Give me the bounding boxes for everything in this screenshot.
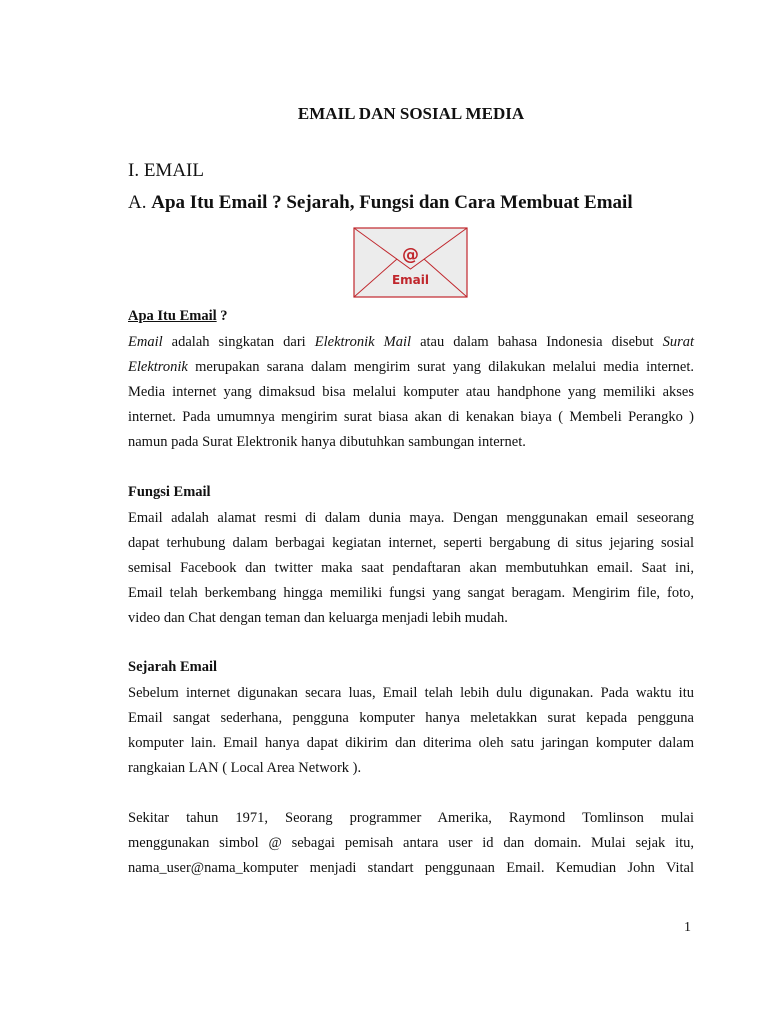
paragraph-line: Email adalah alamat resmi di dalam dunia maya. Dengan menggunakan email seseorang xyxy=(128,510,694,526)
paragraph-line: Sebelum internet digunakan secara luas, Email telah lebih dulu digunakan. Pada waktu itu xyxy=(128,685,694,701)
apa-itu-paragraph xyxy=(128,330,694,455)
apa-itu-heading-text: Apa Itu Email xyxy=(128,308,217,324)
sejarah-paragraph xyxy=(128,681,694,781)
subsection-title: Apa Itu Email ? Sejarah, Fungsi dan Cara Membuat Email xyxy=(151,192,633,213)
apa-itu-heading-suffix: ? xyxy=(216,308,228,324)
paragraph-line: namun pada Surat Elektronik hanya dibutuhkan sambungan internet. xyxy=(128,434,526,450)
paragraph-line: dapat terhubung dalam berbagai kegiatan internet, seperti bergabung di situs jejaring sosial xyxy=(128,535,694,551)
paragraph-line: semisal Facebook dan twitter maka saat pendaftaran akan membutuhkan email. Saat ini, xyxy=(128,560,694,576)
document-title: EMAIL DAN SOSIAL MEDIA xyxy=(297,104,525,123)
paragraph-line: Media internet yang dimaksud bisa melalui komputer atau handphone yang memiliki akses xyxy=(128,384,694,400)
italic-term: Surat xyxy=(662,334,694,350)
paragraph-line xyxy=(128,330,694,355)
italic-term: Email xyxy=(128,334,163,350)
paragraph-line: rangkaian LAN ( Local Area Network ). xyxy=(128,760,362,776)
paragraph-line: komputer lain. Email hanya dapat dikirim dan diterima oleh satu jaringan komputer dalam xyxy=(128,735,694,751)
italic-term: Elektronik xyxy=(128,359,188,375)
paragraph-line: menggunakan simbol @ sebagai pemisah antara user id dan domain. Mulai sejak itu, xyxy=(128,835,694,851)
paragraph-line: video dan Chat dengan teman dan keluarga menjadi lebih mudah. xyxy=(128,610,508,626)
paragraph-line: internet. Pada umumnya mengirim surat biasa akan di kenakan biaya ( Membeli Perangko ) xyxy=(128,409,694,425)
paragraph-line xyxy=(128,355,694,380)
subsection-prefix: A. xyxy=(128,192,147,213)
email-image-label: Email xyxy=(391,273,430,287)
subsection-heading xyxy=(128,192,633,214)
fungsi-paragraph xyxy=(128,506,694,631)
fungsi-heading: Fungsi Email xyxy=(128,484,211,500)
page-number: 1 xyxy=(684,920,691,935)
apa-itu-heading xyxy=(128,308,228,325)
paragraph-line: Email sangat sederhana, pengguna komputer hanya meletakkan surat kepada pengguna xyxy=(128,710,694,726)
at-symbol: @ xyxy=(402,245,419,265)
text: merupakan sarana dalam mengirim surat yang dilakukan melalui media internet. xyxy=(187,359,694,375)
text: atau dalam bahasa Indonesia disebut xyxy=(411,334,663,350)
section-heading: I. EMAIL xyxy=(128,160,204,181)
text: adalah singkatan dari xyxy=(162,334,315,350)
italic-term: Elektronik Mail xyxy=(314,334,412,350)
email-envelope-image xyxy=(353,227,468,298)
sejarah-heading: Sejarah Email xyxy=(128,659,218,675)
paragraph-line: Email telah berkembang hingga memiliki fungsi yang sangat beragam. Mengirim file, foto, xyxy=(128,585,694,601)
paragraph-line: nama_user@nama_komputer menjadi standart penggunaan Email. Kemudian John Vital xyxy=(128,860,694,876)
sejarah-paragraph-2 xyxy=(128,806,694,881)
paragraph-line: Sekitar tahun 1971, Seorang programmer Amerika, Raymond Tomlinson mulai xyxy=(128,810,694,826)
